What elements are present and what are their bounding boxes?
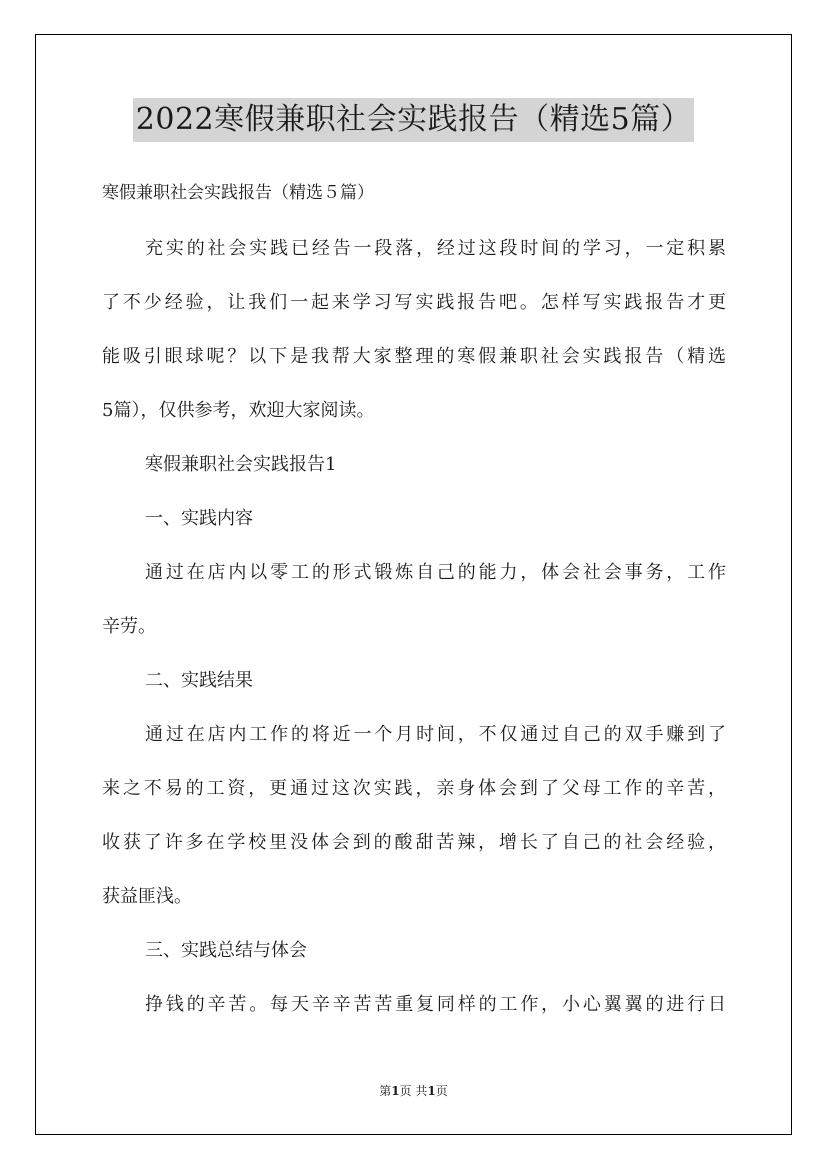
document-subtitle: 寒假兼职社会实践报告（精选５篇） bbox=[102, 183, 374, 203]
page-footer bbox=[0, 1083, 827, 1099]
footer-page-total: 1 bbox=[427, 1084, 436, 1098]
footer-page-prefix: 第 bbox=[379, 1084, 392, 1098]
section-heading: 三、实践总结与体会 bbox=[145, 940, 307, 961]
paragraph-line: 收获了许多在学校里没体会到的酸甜苦辣，增长了自己的社会经验， bbox=[102, 832, 726, 853]
paragraph-line: 5篇），仅供参考，欢迎大家阅读。 bbox=[102, 400, 375, 421]
paragraph-line: 能吸引眼球呢？以下是我帮大家整理的寒假兼职社会实践报告（精选 bbox=[102, 346, 726, 367]
paragraph-line: 辛劳。 bbox=[102, 616, 156, 637]
footer-page-suffix: 页 共 bbox=[399, 1084, 428, 1098]
paragraph-line: 通过在店内工作的将近一个月时间，不仅通过自己的双手赚到了 bbox=[145, 724, 726, 745]
section-heading: 二、实践结果 bbox=[145, 670, 253, 691]
paragraph-line: 获益匪浅。 bbox=[102, 886, 192, 907]
footer-page-current: 1 bbox=[391, 1084, 400, 1098]
footer-page-end: 页 bbox=[435, 1084, 448, 1098]
section-heading: 一、实践内容 bbox=[145, 508, 253, 529]
paragraph-line: 挣钱的辛苦。每天辛辛苦苦重复同样的工作，小心翼翼的进行日 bbox=[145, 994, 726, 1015]
document-title: 2022寒假兼职社会实践报告（精选5篇） bbox=[133, 98, 694, 142]
paragraph-line: 来之不易的工资，更通过这次实践，亲身体会到了父母工作的辛苦， bbox=[102, 778, 726, 799]
paragraph-line: 充实的社会实践已经告一段落，经过这段时间的学习，一定积累 bbox=[145, 238, 726, 259]
paragraph-line: 了不少经验，让我们一起来学习写实践报告吧。怎样写实践报告才更 bbox=[102, 292, 726, 313]
section-heading: 寒假兼职社会实践报告1 bbox=[145, 454, 337, 475]
document-title-wrap bbox=[0, 98, 827, 142]
paragraph-line: 通过在店内以零工的形式锻炼自己的能力，体会社会事务，工作 bbox=[145, 562, 726, 583]
